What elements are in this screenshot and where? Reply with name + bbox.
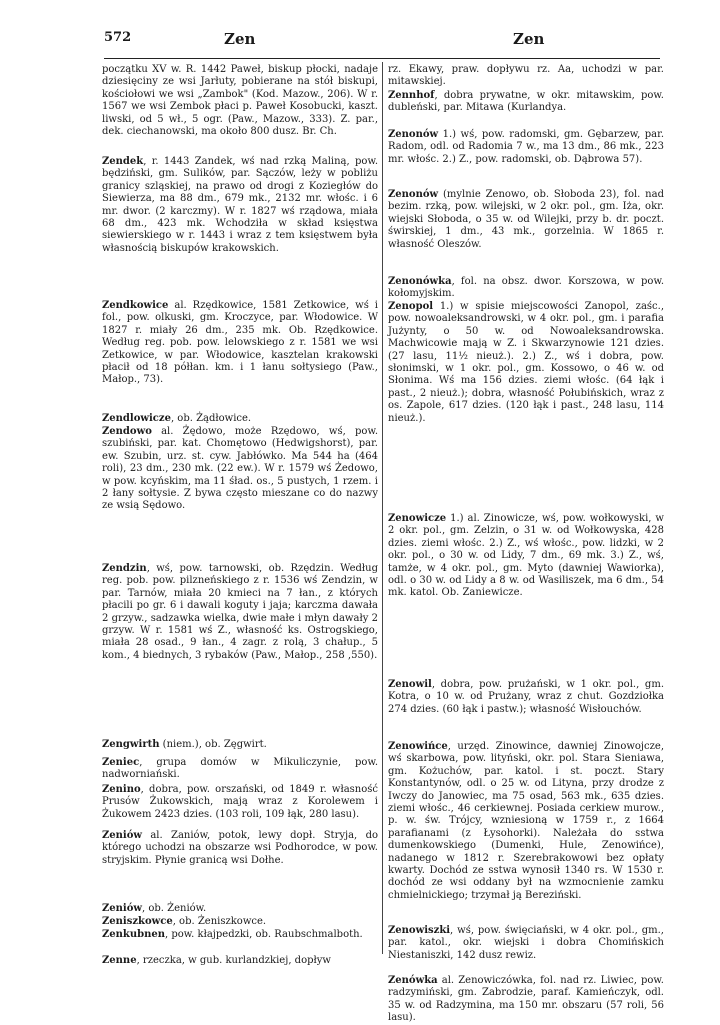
entry: [388, 925, 664, 975]
entry-headword: Zendek: [102, 156, 144, 167]
entry-headword: Zeniec: [102, 757, 140, 768]
running-head-right: Zen: [513, 30, 545, 48]
entry: [388, 513, 664, 679]
entry-text: (mylnie Zenowo, ob. Słoboda 23), fol. nad bezim. rzką, pow. wilejski, w 2 okr. pol., gm. Iża, okr. wiejski Słoboda, o 35 w. od Wilejki, przy b. dr. poczt. świrskiej, 1 dm., 43 mk., gorzelnia. W 1865 r. własność Oleszów.: [388, 189, 664, 250]
entry-headword: Zeniszkowce: [102, 916, 173, 927]
entry: [102, 156, 378, 300]
entry: [388, 679, 664, 741]
entry-text: , ob. Żądłowice.: [170, 413, 252, 424]
entry-headword: Zenino: [102, 784, 141, 795]
entry-headword: Zenonów: [388, 129, 439, 140]
entry-headword: Zeniów: [102, 830, 143, 841]
entry-text: , wś, pow. tarnowski, ob. Rzędzin. Według reg. pob. pow. pilzneńskiego z r. 1536 wś Zendzin, w par. Tarnów, miała 20 kmieci na 7 łan., z których płacili po gr. 6 i dawali koguty i jaja; karczma dawała 2 grzyw., sadzawka wielka, dwie małe i młyn dawały 2 grzyw. W r. 1581 wś Z., własność ks. Ostrogskiego, miała 28 osad., 9 łan., 4 zagr. z rolą, 3 chałup., 5 kom., 4 biednych, 3 rybaków (Paw., Małop., 258 ,550).: [102, 563, 378, 661]
entry-text: , dobra, pow. orszański, od 1849 r. własność Prusów Żukowskich, mają wraz z Korolewem i Żukowem 2423 dzies. (103 roli, 109 łąk, 280 lasu).: [102, 784, 378, 820]
entry-text: , ob. Żeniów.: [142, 903, 207, 914]
entry: [102, 64, 378, 156]
entry: [388, 975, 664, 1025]
entry: [388, 189, 664, 276]
entry: [388, 301, 664, 513]
entry-text: , wś, pow. święciański, w 4 okr. pol., gm., par. katol., okr. wiejski i dobra Chomińskich Niestaniszki, 142 dusz rewiz.: [388, 925, 664, 961]
entry-text: , fol. na obsz. dwor. Korszowa, w pow. kołomyjskim.: [388, 276, 664, 300]
entry: [102, 784, 378, 830]
header-rule: [104, 58, 660, 59]
entry: [102, 757, 378, 784]
entry-headword: Zenowil: [388, 679, 432, 690]
entry-headword: Zenne: [102, 955, 137, 966]
entry-text: 1.) w spisie miejscowości Zanopol, zaśc., pow. nowoaleksandrowski, w 4 okr. pol., gm. i parafia Jużynty, o 50 w. od Nowoaleksandrowska. Machwicowie mają w Z. i Skwarzynowie 121 dzies. (27 lasu, 11½ nieuż.). 2.) Z., wś i dobra, pow. słonimski, w 1 okr. pol., gm. Kossowo, o 46 w. od Słonima. Wś ma 156 dzies. ziemi włośc. (64 łąk i past., 2 nieuż.); dobra, własność Połubińskich, wraz z os. Zapole, 617 dzies. (120 łąk i past., 248 lasu, 114 nieuż.).: [388, 301, 664, 424]
entry-headword: Zeniów: [102, 903, 143, 914]
entry: [102, 300, 378, 413]
entry: [102, 955, 378, 985]
entry: [102, 426, 378, 563]
entry: [388, 129, 664, 189]
entry: [102, 563, 378, 739]
entry-text: al. Rzędkowice, 1581 Zetkowice, wś i fol., pow. olkuski, gm. Kroczyce, par. Włodowice. W 1827 r. miały 26 dm., 235 mk. Ob. Rzędkowice. Według reg. pob. pow. lelowskiego z r. 1581 we wsi Zetkowice, w par. Włodowice, kasztelan krakowski płacił od 18 półłan. km. i 1 łanu sołtysiego (Paw., Małop., 73).: [102, 300, 378, 386]
entry-headword: Zendzin: [102, 563, 147, 574]
entry-text: , dobra, pow. prużański, w 1 okr. pol., gm. Kotra, o 10 w. od Prużany, wraz z chut. Gozdziołka 274 dzies. (60 łąk i pastw.); własność Wisłouchów.: [388, 679, 664, 715]
entry-headword: Zendlowicze: [102, 413, 171, 424]
column-divider: [382, 62, 383, 954]
entry-text: al. Żędowo, może Rzędowo, wś, pow. szubiński, par. kat. Chomętowo (Hedwigshorst), par. ew. Szubin, urz. st. cyw. Jabłówko. Ma 544 ha (464 roli), 23 dm., 230 mk. (22 ew.). W r. 1579 wś Żedowo, w pow. kcyńskim, ma 11 śład. os., 5 pustych, 1 rzem. i 2 łany sołtysie. Z bywa często mieszane co do nazwy ze wsią Sędowo.: [102, 426, 378, 512]
entry-text: , dobra prywatne, w okr. mitawskim, pow. dubleński, par. Mitawa (Kurlandya.: [388, 90, 664, 114]
entry-headword: Zenówka: [388, 975, 438, 986]
entry: [388, 64, 664, 90]
entry-text: , grupa domów w Mikuliczynie, pow. nadworniański.: [102, 757, 378, 781]
entry-text: początku XV w. R. 1442 Paweł, biskup płocki, nadaje dziesięciny ze wsi Jarłuty, pobierane na stół biskupi, kościołowi we wsi „Zambok" (Kod. Mazow., 206). W r. 1567 we wsi Zembok płaci p. Paweł Kosobucki, kaszt. liwski, od 5 wł., 5 ogr. (Paw., Mazow., 333). Z. par., dek. ciechanowski, ma około 800 dusz. Br. Ch.: [102, 64, 378, 138]
entry: [102, 739, 378, 757]
entry: [102, 916, 378, 929]
entry: [102, 929, 378, 955]
entry-text: , pow. kłajpedzki, ob. Raubschmalboth.: [165, 929, 363, 940]
right-column: [388, 64, 664, 1025]
entry: [102, 903, 378, 916]
entry: [388, 741, 664, 925]
entry: [102, 830, 378, 903]
entry-headword: Zenonówka: [388, 276, 452, 287]
entry-text: (niem.), ob. Zęgwirt.: [159, 739, 267, 750]
left-column: [102, 64, 378, 985]
entry: [388, 276, 664, 301]
entry-text: , ob. Żeniszkowce.: [172, 916, 267, 927]
entry: [102, 413, 378, 426]
entry-headword: Zenowicze: [388, 513, 447, 524]
entry-headword: Zendowo: [102, 426, 152, 437]
entry-headword: Zenonów: [388, 189, 439, 200]
entry-headword: Zenowiszki: [388, 925, 451, 936]
entry-text: , rzeczka, w gub. kurlandzkiej, dopływ: [136, 955, 331, 966]
entry-headword: Zendkowice: [102, 300, 169, 311]
entry: [388, 90, 664, 129]
entry-text: , r. 1443 Zandek, wś nad rzką Maliną, pow. będziński, gm. Sulików, par. Sączów, leży w pobliżu granicy szląskiej, na prawo od drogi z Koziegłów do Siewierza, ma 88 dm., 679 mk., 2132 mr. włośc. i 6 mr. dwor. (2 karczmy). W r. 1827 wś rządowa, miała 68 dm., 423 mk. Wchodziła w skład księstwa siewierskiego w r. 1443 i wraz z tem księstwem była własnością biskupów krakowskich.: [102, 156, 378, 254]
entry-text: rz. Ekawy, praw. dopływu rz. Aa, uchodzi w par. mitawskiej.: [388, 64, 664, 88]
page-number: 572: [104, 30, 132, 45]
entry-text: 1.) wś, pow. radomski, gm. Gębarzew, par. Radom, odl. od Radomia 7 w., ma 13 dm., 86 mk., 223 mr. włośc. 2.) Z., pow. radomski, ob. Dąbrowa 57).: [388, 129, 664, 165]
entry-headword: Zenowińce: [388, 741, 448, 752]
entry-headword: Zenopol: [388, 301, 434, 312]
entry-text: , urzęd. Zinowince, dawniej Zinowojcze, wś skarbowa, pow. lityński, okr. pol. Stara Sieniawa, gm. Kożuchów, par. katol. i st. poczt. Stary Konstantynów, odl. o 25 w. od Lityna, przy drodze z Iwczy do Janowiec, ma 75 osad, 563 mk., 635 dzies. ziemi włośc., 46 cerkiewnej. Posiada cerkiew murow., p. w. św. Trójcy, wzniesioną w 1759 r., z 1664 parafianami (z Łysohorki). Należała do sstwa dumenkowskiego (Dumenki, Hule, Zenowińce), nadanego w 1812 r. Szerebrakowowi bez opłaty kwarty. Dochód ze sstwa wynosił 1340 rs. W 1530 r. dochód ze wsi oddany był na wzmocnienie zamku chmielnickiego; trzymał ją Bereziński.: [388, 741, 664, 901]
running-head-left: Zen: [224, 30, 256, 48]
entry-text: 1.) al. Zinowicze, wś, pow. wołkowyski, w 2 okr. pol., gm. Zelzin, o 31 w. od Wołkowyska, 428 dzies. ziemi włośc. 2.) Z., wś włośc., pow. lidzki, w 2 okr. pol., o 30 w. od Lidy, 7 dm., 69 mk. 3.) Z., wś, tamże, w 4 okr. pol., gm. Myto (dawniej Wawiorka), odl. o 30 w. od Lidy a 8 w. od Wasiliszek, ma 6 dm., 54 mk. katol. Ob. Zaniewicze.: [388, 513, 664, 599]
entry-headword: Zennhof: [388, 90, 435, 101]
entry-text: al. Zenowiczówka, fol. nad rz. Liwiec, pow. radzymiński, gm. Zabrodzie, paraf. Kamieńczyk, odl. 35 w. od Radzymina, ma 150 mr. obszaru (57 roli, 56 lasu).: [388, 975, 664, 1024]
entry-headword: Zengwirth: [102, 739, 160, 750]
entry-headword: Zenkubnen: [102, 929, 166, 940]
entry-text: al. Zaniów, potok, lewy dopł. Stryja, do którego uchodzi na obszarze wsi Podhorodce, w pow. stryjskim. Płynie granicą wsi Dołhe.: [102, 830, 378, 866]
